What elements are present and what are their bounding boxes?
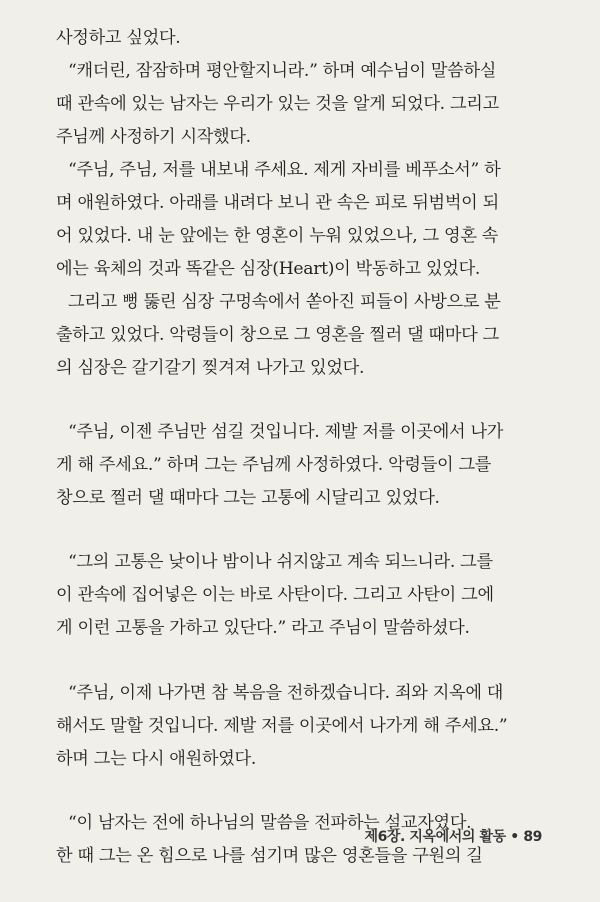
body-line: 출하고 있었다. 악령들이 창으로 그 영혼을 찔러 댈 때마다 그 (56, 325, 499, 345)
body-line: 의 심장은 갈기갈기 찢겨져 나가고 있었다. (56, 358, 365, 378)
body-line: “그의 고통은 낮이나 밤이나 쉬지않고 계속 되느니라. 그를 (68, 552, 493, 572)
body-line: 한 때 그는 온 힘으로 나를 섬기며 많은 영혼들을 구원의 길 (56, 846, 483, 866)
body-line: “주님, 주님, 저를 내보내 주세요. 제게 자비를 베푸소서” 하 (68, 160, 501, 180)
body-line: “주님, 이젠 주님만 섬길 것입니다. 제발 저를 이곳에서 나가 (68, 422, 504, 442)
body-line: 며 애원하였다. 아래를 내려다 보니 관 속은 피로 뒤범벅이 되 (56, 193, 499, 213)
page-footer (364, 826, 542, 846)
footer-bullet: • (510, 829, 519, 845)
running-title: 제6장. 지옥에서의 활동 (364, 829, 506, 845)
body-line: 어 있었다. 내 눈 앞에는 한 영혼이 누워 있었으나, 그 영혼 속 (56, 226, 499, 246)
body-line: 게 해 주세요.” 하며 그는 주님께 사정하였다. 악령들이 그를 (56, 455, 492, 475)
page-number: 89 (523, 829, 542, 845)
body-line: “이 남자는 전에 하나님의 말씀을 전파하는 설교자였다. (68, 813, 472, 833)
body-line: 때 관속에 있는 남자는 우리가 있는 것을 알게 되었다. 그리고 (56, 94, 499, 114)
body-line: 사정하고 싶었다. (56, 28, 181, 48)
body-line: “주님, 이제 나가면 참 복음을 전하겠습니다. 죄와 지옥에 대 (68, 683, 504, 703)
body-line: 그리고 뻥 뚫린 심장 구멍속에서 쏟아진 피들이 사방으로 분 (68, 292, 501, 312)
body-line: 이 관속에 집어넣은 이는 바로 사탄이다. 그리고 사탄이 그에 (56, 585, 494, 605)
body-line: 에는 육체의 것과 똑같은 심장(Heart)이 박동하고 있었다. (56, 259, 481, 279)
body-line: 하며 그는 다시 애원하였다. (56, 749, 256, 769)
body-line: 게 이런 고통을 가하고 있단다.” 라고 주님이 말씀하셨다. (56, 618, 470, 638)
body-line: 주님께 사정하기 시작했다. (56, 127, 251, 147)
body-line: 창으로 찔러 댈 때마다 그는 고통에 시달리고 있었다. (56, 488, 440, 508)
body-line: “캐더린, 잠잠하며 평안할지니라.” 하며 예수님이 말씀하실 (68, 61, 497, 81)
body-line: 해서도 말할 것입니다. 제발 저를 이곳에서 나가게 해 주세요.” (56, 716, 508, 736)
